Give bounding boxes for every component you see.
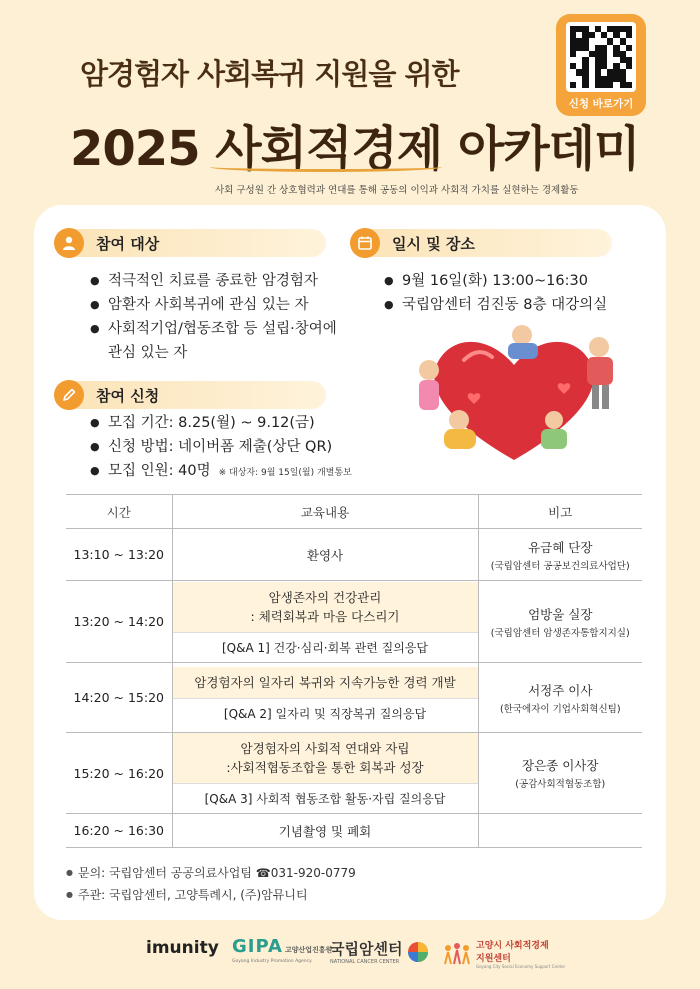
table-row <box>66 529 642 581</box>
speaker-org: (공감사회적협동조합) <box>515 779 606 790</box>
speaker-name: 유금혜 단장 <box>528 539 593 555</box>
row-note <box>478 663 642 733</box>
row-time: 15:20 ~ 16:20 <box>66 733 172 814</box>
page-subtitle: 암경험자 사회복귀 지원을 위한 <box>80 57 459 91</box>
session-line: 암생존자의 건강관리 <box>268 589 382 605</box>
row-time: 14:20 ~ 15:20 <box>66 663 172 733</box>
imunity-logo-text: imunity <box>146 938 219 958</box>
application-title: 참여 신청 <box>96 386 160 405</box>
ncc-logo-text: 국립암센터 <box>330 940 403 958</box>
page-title: 2025 사회적경제 아카데미 <box>70 121 640 177</box>
row-note <box>478 581 642 663</box>
imunity-logo <box>146 938 219 958</box>
contact-info: ● 문의: 국립암센터 공공의료사업팀 ☎031-920-0779 <box>66 862 356 884</box>
pencil-icon <box>54 380 84 410</box>
participants-header <box>58 229 326 257</box>
table-row <box>66 663 642 733</box>
notification-note: ※ 대상자: 9월 15일(월) 개별통보 <box>218 468 352 478</box>
schedule-title: 일시 및 장소 <box>392 234 475 253</box>
goyang-logo <box>442 938 565 969</box>
table-row <box>66 733 642 814</box>
list-item-continuation: 관심 있는 자 <box>108 345 188 361</box>
session-title <box>173 733 478 783</box>
application-header <box>58 381 326 409</box>
row-content <box>172 733 478 814</box>
session-title: 암경험자의 일자리 복귀와 지속가능한 경력 개발 <box>173 667 478 698</box>
row-content <box>172 663 478 733</box>
schedule-table <box>66 494 642 848</box>
header-content: 교육내용 <box>172 495 478 529</box>
gipa-en: Goyang Industry Promotion Agency <box>232 959 312 964</box>
ncc-en: NATIONAL CANCER CENTER <box>330 959 400 965</box>
goyang-text-l2: 지원센터 <box>476 954 511 964</box>
goyang-en: Goyang City Social Economy Support Center <box>476 964 566 969</box>
row-note <box>478 814 642 848</box>
footer-info <box>66 862 356 906</box>
list-item: ● 사회적기업/협동조합 등 설립·창여에 <box>90 317 337 341</box>
speaker-name: 서정주 이사 <box>528 682 593 698</box>
qr-label: 신청 바로가기 <box>568 98 634 110</box>
title-underline <box>210 162 442 172</box>
qr-module <box>626 82 632 88</box>
gipa-logo-text: GIPA 고양산업진흥원 <box>232 936 333 957</box>
header-time: 시간 <box>66 495 172 529</box>
table-row <box>66 814 642 848</box>
list-item: ● 모집 기간: 8.25(월) ~ 9.12(금) <box>90 411 352 435</box>
heart-illustration <box>404 325 624 465</box>
row-content: 환영사 <box>172 529 478 581</box>
speaker-org: (한국에자이 기업사회혁신팀) <box>499 703 621 715</box>
list-item: ● 국립암센터 검진동 8층 대강의실 <box>384 293 607 317</box>
gipa-sub: 고양산업진흥원 <box>284 946 333 954</box>
tagline: 사회 구성원 간 상호협력과 연대를 통해 공동의 이익과 사회적 가치를 실현하는 경제활동 <box>215 185 579 196</box>
list-item: ● 암환자 사회복귀에 관심 있는 자 <box>90 293 337 317</box>
application-list <box>90 411 352 485</box>
goyang-people-icon <box>442 942 472 966</box>
session-line: :사회적협동조합을 통한 회복과 성장 <box>226 760 424 775</box>
person-icon <box>54 228 84 258</box>
participants-list <box>90 269 337 365</box>
recruit-count: 모집 인원: 40명 <box>108 463 211 479</box>
speaker-org: (국립암센터 암생존자통합지지실) <box>490 627 630 639</box>
qr-code[interactable] <box>566 22 636 92</box>
speaker-name: 장은종 이사장 <box>522 758 599 773</box>
qa-label: [Q&A 2] 일자리 및 직장복귀 질의응답 <box>173 698 478 728</box>
row-note <box>478 529 642 581</box>
list-item: ● 9월 16일(화) 13:00~16:30 <box>384 269 607 293</box>
ncc-logo <box>330 938 430 965</box>
row-note <box>478 733 642 814</box>
schedule-header <box>354 229 612 257</box>
speaker-org: (국립암센터 공공보건의료사업단) <box>490 560 630 572</box>
qr-apply-box[interactable] <box>556 14 646 116</box>
logo-bar <box>0 932 700 972</box>
speaker-name: 엄방울 실장 <box>528 606 593 622</box>
host-info: ● 주관: 국립암센터, 고양특례시, (주)암뮤니티 <box>66 884 356 906</box>
header-note: 비고 <box>478 495 642 529</box>
row-content <box>172 581 478 663</box>
table-row <box>66 581 642 663</box>
qa-label: [Q&A 1] 건강·심리·회복 관련 질의응답 <box>173 632 478 662</box>
row-time: 16:20 ~ 16:30 <box>66 814 172 848</box>
ncc-symbol-icon <box>406 940 430 964</box>
goyang-text-l1: 고양시 사회적경제 <box>476 941 549 951</box>
row-content: 기념촬영 및 폐회 <box>172 814 478 848</box>
table-header-row <box>66 495 642 529</box>
list-item <box>90 459 352 485</box>
gipa-logo <box>232 938 332 964</box>
participants-title: 참여 대상 <box>96 234 160 253</box>
list-item: ● 적극적인 치료를 종료한 암경험자 <box>90 269 337 293</box>
row-time: 13:20 ~ 14:20 <box>66 581 172 663</box>
list-item: ● 신청 방법: 네이버폼 제출(상단 QR) <box>90 435 352 459</box>
session-line: 암경험자의 사회적 연대와 자립 <box>240 741 410 756</box>
calendar-icon <box>350 228 380 258</box>
schedule-list <box>384 269 607 317</box>
row-time: 13:10 ~ 13:20 <box>66 529 172 581</box>
qa-label: [Q&A 3] 사회적 협동조합 활동·자립 질의응답 <box>173 783 478 813</box>
session-title <box>173 582 478 632</box>
session-line: : 체력회복과 마음 다스리기 <box>250 608 400 624</box>
